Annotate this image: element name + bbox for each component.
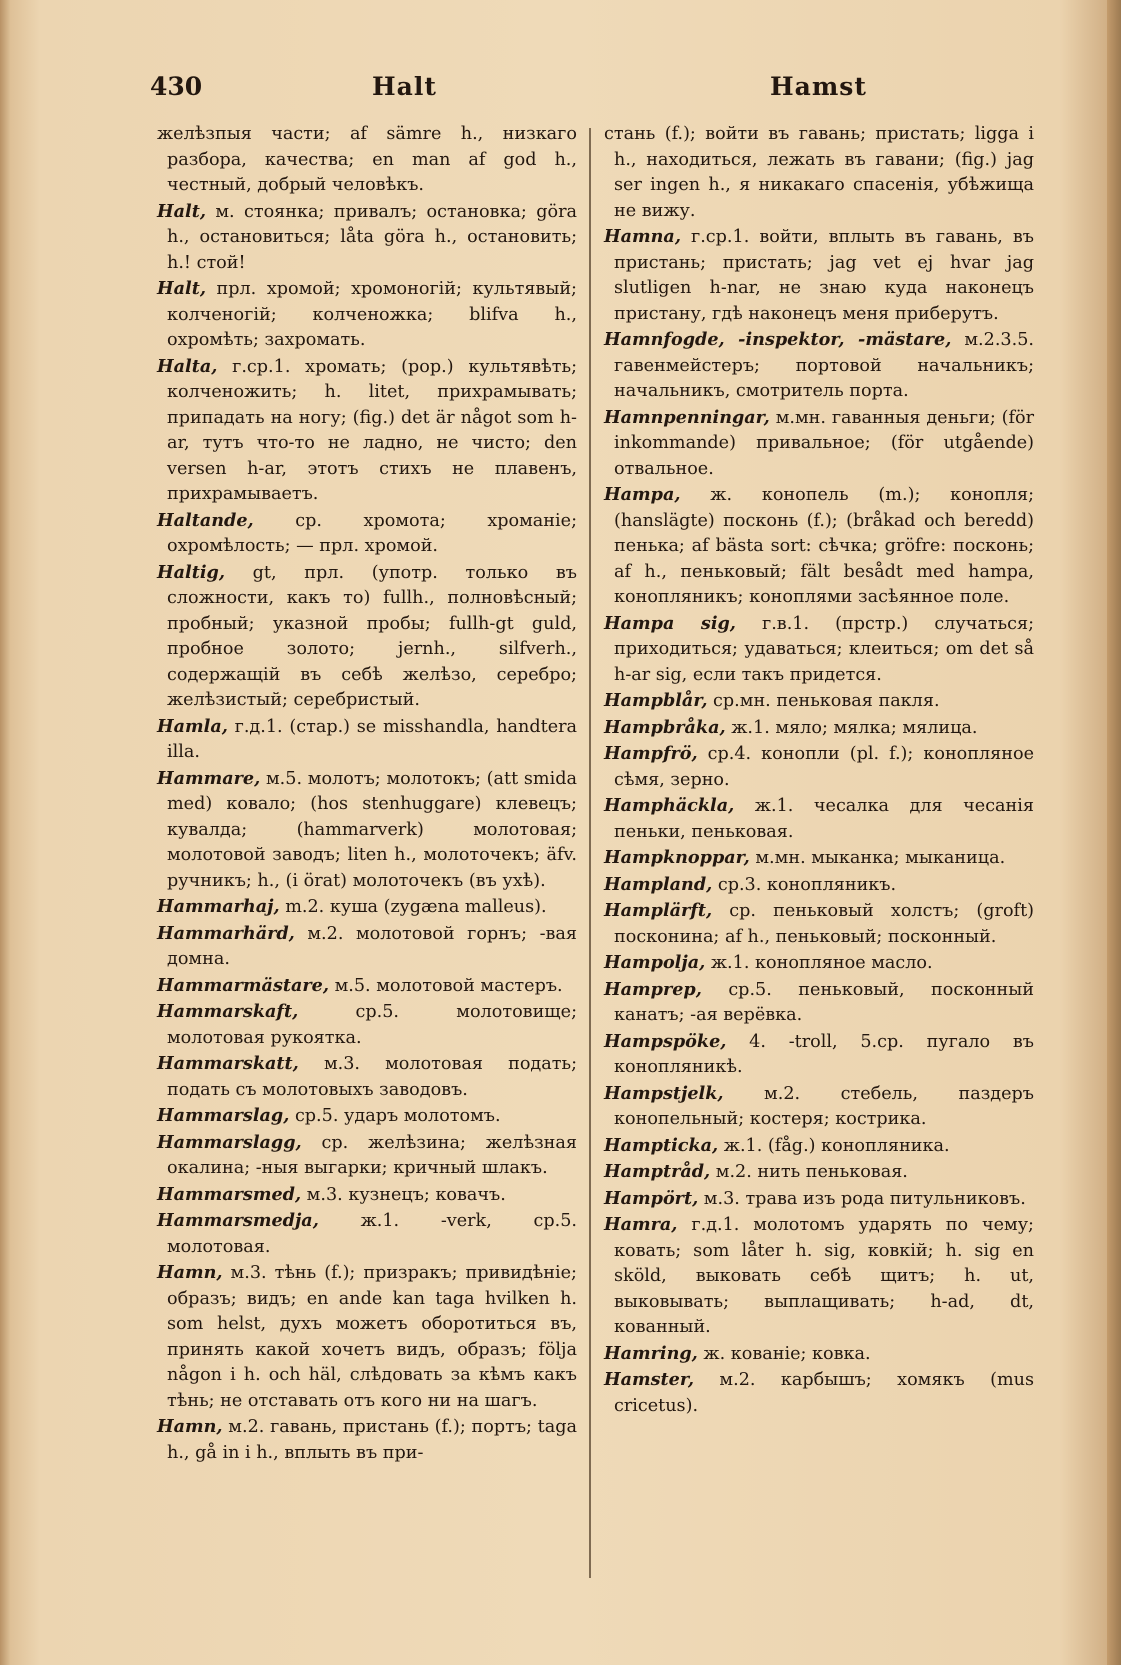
entry-definition: ж.1. мяло; мялка; мялица. [731,717,978,738]
dictionary-entry [604,898,1034,950]
dictionary-entry [604,405,1034,483]
dictionary-entry [604,845,1034,872]
entry-definition: м.3. молотовая подать; подать съ молотовыхъ заводовъ. [167,1054,577,1100]
entry-headword: Hamnpenningar, [604,406,770,428]
entry-definition: ср.мн. пеньковая пакля. [713,691,940,711]
dictionary-entry [157,1208,577,1260]
dictionary-entry [604,793,1034,845]
dictionary-entry [604,611,1034,689]
entry-definition: ж. кованіе; ковка. [703,1343,871,1364]
entry-definition: м.3. тѣнь (f.); призракъ; привидѣніе; образъ; видъ; en ande kan taga hvilken h. som helst, духъ можетъ обоpотиться въ, принять какой хочетъ видъ, образъ; följa någon i h. och häl, слѣдовать за кѣмъ какъ тѣнь; не отставать отъ кого ни на шагъ. [167,1263,577,1411]
entry-definition: м.5. молотовой мастеръ. [334,975,563,996]
dictionary-entry [157,973,577,1000]
entry-definition: г.д.1. молотомъ ударять по чему; ковать; som låter h. sig, ковкій; h. sig en sköld, выковать себѣ щитъ; h. ut, выковывать; выплащивать; h-ad, dt, кованный. [614,1215,1034,1337]
dictionary-entry [604,1159,1034,1186]
dictionary-entry [157,560,577,714]
entry-definition: м.5. молотъ; молотокъ; (att smida med) ковало; (hos stenhuggare) клевецъ; кувалда; (hammarverk) молотовая; молотовой заводъ; liten h., молоточекъ; äfv. ручникъ; h., (i örat) молоточекъ (въ ухѣ). [167,768,577,891]
entry-headword: Hamna, [604,226,681,247]
dictionary-entry [157,1260,577,1414]
dictionary-entry [604,1133,1034,1160]
entry-headword: Hampknoppar, [604,847,750,868]
dictionary-entry [604,482,1034,611]
entry-headword: Hamn, [157,1416,223,1437]
entry-headword: Hamring, [604,1342,698,1364]
entry-definition: ж.1. -verk, ср.5. молотовая. [167,1211,577,1257]
dictionary-entry [604,715,1034,742]
entry-headword: Hammarmästare, [157,974,329,996]
entry-headword: Hammarskaft, [157,1001,299,1022]
column-divider [589,128,591,1578]
dictionary-entry [157,766,577,895]
dictionary-entry [604,741,1034,793]
entry-definition: gt, прл. (употр. только въ сложности, какъ то) fullh., полновѣсный; пробный; указной пробы; fullh-gt guld, пробное золото; jernh., silfverh., содержащій въ себѣ желѣзо, серебро; желѣзистый; серебристый. [167,562,577,710]
entry-headword: Hampland, [604,873,713,895]
dictionary-entry [157,276,577,354]
entry-definition: м.2. молотовой горнъ; -вая домна. [167,923,578,969]
dictionary-entry [604,872,1034,899]
dictionary-entry [604,122,1034,224]
entry-definition: г.в.1. (прстр.) случаться; приходиться; удаваться; клеиться; om det så h-ar sig, если такъ придется. [614,613,1035,685]
dictionary-entry [604,224,1034,327]
entry-headword: Hamla, [157,715,228,737]
page-left-edge [0,0,10,1665]
entry-headword: Hampa sig, [604,612,736,634]
entry-headword: Hampört, [604,1187,699,1209]
entry-definition: ср.3. конопляникъ. [717,874,897,895]
entry-headword: Hamplärft, [604,900,713,921]
dictionary-entry [604,1367,1034,1419]
dictionary-entry [157,714,577,766]
entry-definition: г.ср.1. войти, вплыть въ гавань, въ пристань; пристать; jag vet ej hvar jag slutligen h-nar, не знаю куда наконецъ пристану, гдѣ наконецъ меня приберутъ. [614,227,1034,324]
entry-definition: м.2.3.5. гавенмейстеръ; портовой начальникъ; начальникъ, смотритель порта. [614,330,1034,401]
entry-headword: Hammarhärd, [157,922,295,944]
entry-definition: ср.5. пеньковый, посконный канатъ; -ая верёвка. [614,979,1034,1025]
dictionary-entry [604,1029,1034,1081]
entry-headword: Hamptråd, [604,1161,711,1182]
entry-headword: Hammarskatt, [157,1053,299,1074]
entry-headword: Hampticka, [604,1134,719,1156]
dictionary-entry [157,354,577,508]
entry-headword: Hamster, [604,1369,694,1390]
entry-headword: Haltig, [157,561,225,583]
dictionary-entry [604,327,1034,405]
entry-definition: ср.5. молотовище; молотовая рукоятка. [167,1002,577,1048]
entry-definition: ср. хромота; хроманіе; охромѣлость; — прл. хромой. [167,510,577,556]
dictionary-entry [157,508,577,560]
running-head-left: Halt [372,72,437,101]
left-column [157,122,577,1466]
entry-headword: Hampblår, [604,690,708,711]
entry-definition: м.2. стебель, паздеръ конопельный; костеря; кострика. [614,1083,1034,1129]
dictionary-entry [157,921,577,973]
entry-headword: Hampolja, [604,952,706,973]
entry-definition: г.ср.1. хромать; (pop.) культявѣть; колченожить; h. litet, прихрамывать; припадать на ногу; (fig.) det är något som h-ar, тутъ что-то не ладно, не чисто; den versen h-ar, этотъ стихъ не плавенъ, прихрамываетъ. [167,356,578,504]
running-head-right: Hamst [770,72,867,101]
entry-definition: м.3. кузнецъ; ковачъ. [306,1184,506,1205]
entry-definition: ср.4. конопли (pl. f.); конопляное сѣмя, зерно. [614,744,1034,790]
page-number: 430 [150,72,203,101]
entry-definition: ж.1. конопляное масло. [710,953,933,973]
dictionary-entry [157,199,577,277]
entry-headword: Hammarhaj, [157,896,280,917]
entry-headword: Halt, [157,278,206,299]
entry-headword: Halt, [157,200,206,222]
entry-headword: Hammare, [157,767,261,789]
entry-definition: 4. -troll, 5.ср. пугало въ конопляникѣ. [614,1031,1035,1077]
entry-definition: м. стоянка; привалъ; остановка; göra h., остановиться; låta göra h., остановить; h.! стой! [167,201,577,273]
entry-definition: желѣзпыя части; af sämre h., низкаго разбора, качества; en man af god h., честный, добрый человѣкъ. [157,124,577,195]
entry-definition: м.3. трава изъ рода питульниковъ. [703,1188,1026,1209]
entry-definition: м.мн. мыканка; мыканица. [755,848,1006,868]
dictionary-entry [157,1103,577,1130]
dictionary-entry [604,1186,1034,1213]
entry-definition: ж.1. чесалка для чесанія пеньки, пеньковая. [614,796,1034,842]
dictionary-entry [157,894,577,921]
entry-definition: м.2. карбышъ; хомякъ (mus cricetus). [614,1370,1034,1416]
dictionary-entry [157,1051,577,1103]
entry-definition: ж.1. (fåg.) конопляника. [723,1135,950,1156]
entry-headword: Hamra, [604,1214,678,1235]
entry-headword: Hamphäckla, [604,795,735,816]
dictionary-entry [604,1212,1034,1341]
dictionary-entry [157,1130,577,1182]
right-column [604,122,1034,1419]
dictionary-entry [604,977,1034,1029]
entry-definition: г.д.1. (стар.) se misshandla, handtera illa. [167,716,577,762]
entry-headword: Hampstjelk, [604,1082,724,1104]
entry-definition: ср. пеньковый холстъ; (groft) посконина; af h., пеньковый; посконный. [614,901,1034,947]
entry-definition: м.мн. гаванныя деньги; (för inkommande) привальное; (för utgående) отвальное. [614,407,1035,479]
entry-definition: ср. желѣзина; желѣзная окалина; -ныя выгарки; кричный шлакъ. [167,1132,577,1178]
entry-headword: Hampspöke, [604,1030,727,1052]
entry-definition: м.2. нить пеньковая. [715,1162,908,1182]
entry-headword: Hamnfogde, -inspektor, -mästare, [604,329,952,350]
entry-headword: Hamn, [157,1262,223,1283]
page-header [0,72,1121,112]
entry-definition: прл. хромой; хромоногій; культявый; колченогій; колченожка; blifva h., охромѣть; захромать. [167,279,577,350]
entry-headword: Hampbråka, [604,716,726,738]
page-right-edge [1107,0,1121,1665]
entry-definition: ср.5. ударъ молотомъ. [294,1106,501,1126]
entry-headword: Hampa, [604,484,681,505]
dictionary-entry [157,1414,577,1466]
entry-headword: Hammarslag, [157,1105,290,1126]
entry-headword: Hamprep, [604,978,702,1000]
entry-definition: стань (f.); войти въ гавань; пристать; ligga i h., находиться, лежать въ гавани; (fig.) jag ser ingen h., я никакаго спасенія, убѣжища не вижу. [604,124,1034,221]
entry-headword: Haltande, [157,509,254,531]
dictionary-entry [604,1341,1034,1368]
entry-headword: Hammarsmedja, [157,1210,319,1231]
entry-headword: Hammarslagg, [157,1131,302,1153]
entry-headword: Hammarsmed, [157,1183,302,1205]
entry-definition: ж. конопель (m.); конопля; (hanslägte) посконь (f.); (bråkad och beredd) пенька; af bästa sort: сѣчка; gröfre: посконь; af h., пеньковый; fält besådt med hampa, конопляникъ; коноплями засѣянное поле. [614,485,1034,607]
entry-headword: Hampfrö, [604,743,698,764]
dictionary-entry [157,122,577,199]
entry-definition: m.2. куша (zygæna malleus). [285,897,547,917]
dictionary-entry [604,688,1034,715]
dictionary-entry [157,1182,577,1209]
dictionary-entry [604,950,1034,977]
dictionary-entry [157,999,577,1051]
entry-definition: м.2. гавань, пристань (f.); портъ; taga h., gå in i h., вплыть въ при- [167,1417,577,1463]
dictionary-entry [604,1081,1034,1133]
entry-headword: Halta, [157,355,218,377]
